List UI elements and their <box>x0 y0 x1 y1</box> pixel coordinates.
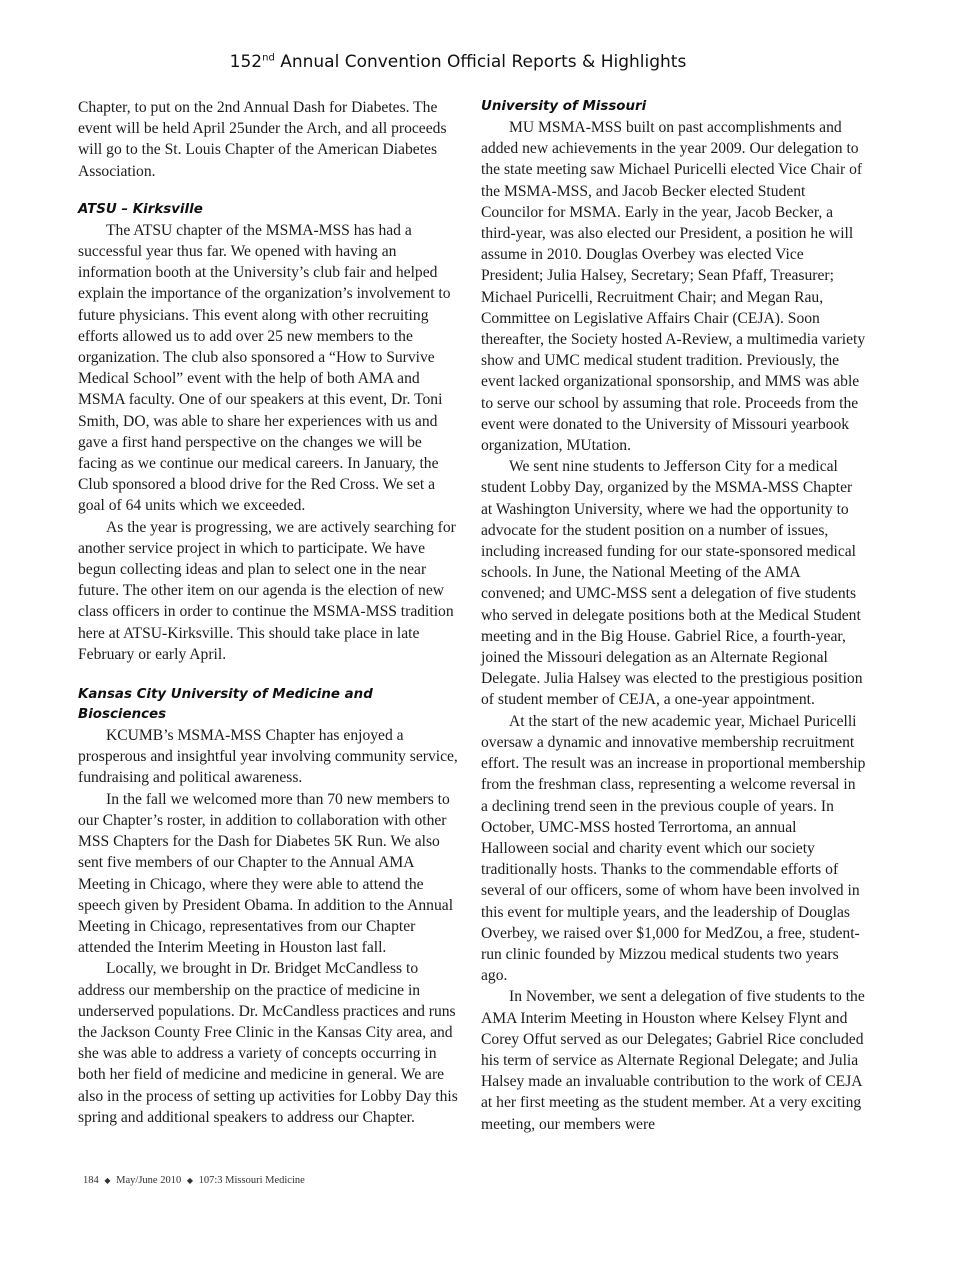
mizzou-paragraph-4: In November, we sent a delegation of five students to the AMA Interim Meeting in Houston where Kelsey Flynt and Corey Offut served as our Delegates; Gabriel Rice concluded his term of service as Alternate Regional Delegate; and Julia Halsey made an invaluable contribution to the work of CEJA at her first meeting as the student member. At a very exciting meeting, our members were <box>481 988 865 1133</box>
section-heading-atsu: ATSU – Kirksville <box>78 201 203 217</box>
continuation-paragraph: Chapter, to put on the 2nd Annual Dash for Diabetes. The event will be held April 25under the Arch, and all proceeds will go to the St. Louis Chapter of the American Diabetes Association. <box>78 99 447 180</box>
kcumb-paragraph-3: Locally, we brought in Dr. Bridget McCandless to address our membership on the practice of medicine in underserved populations. Dr. McCandless practices and runs the Jackson County Free Clinic in the Kansas City area, and she was able to address a variety of concepts occurring in both her field of medicine and medicine in general. We are also in the process of setting up activities for Lobby Day this spring and additional speakers to address our Chapter. <box>78 960 458 1126</box>
diamond-separator-icon: ◆ <box>104 1176 111 1185</box>
header-title: Annual Convention Official Reports & Highlights <box>280 52 687 72</box>
issue-date: May/June 2010 <box>116 1175 182 1186</box>
page-footer <box>83 1175 305 1186</box>
page-number: 184 <box>83 1175 99 1186</box>
kcumb-paragraph-1: KCUMB’s MSMA-MSS Chapter has enjoyed a prosperous and insightful year involving community service, fundraising and political awareness. <box>78 727 458 787</box>
atsu-paragraph-2: As the year is progressing, we are actively searching for another service project in which to participate. We have begun collecting ideas and plan to select one in the near future. The other item on our agenda is the election of new class officers in order to continue the MSMA-MSS tradition here at ATSU-Kirksville. This should take place in late February or early April. <box>78 518 456 663</box>
header-number: 152 <box>229 52 263 72</box>
running-header <box>0 52 916 72</box>
journal-volume: 107:3 Missouri Medicine <box>198 1175 305 1186</box>
section-heading-mizzou: University of Missouri <box>481 99 647 114</box>
atsu-paragraph-1: The ATSU chapter of the MSMA-MSS has had a successful year thus far. We opened with having an information booth at the University’s club fair and helped explain the importance of the organization’s involvement to future physicians. This event along with other recruiting efforts allowed us to add over 25 new members to the organization. The club also sponsored a “How to Survive Medical School” event with the help of both AMA and MSMA faculty. One of our speakers at this event, Dr. Toni Smith, DO, was able to share her experiences with us and gave a first hand perspective on the changes we will be facing as we continue our medical careers. In January, the Club sponsored a blood drive for the Red Cross. We set a goal of 64 units which we exceeded. <box>78 221 451 515</box>
diamond-separator-icon: ◆ <box>186 1176 193 1185</box>
section-heading-kcumb: Kansas City University of Medicine and Biosciences <box>78 687 373 723</box>
header-ordinal: nd <box>262 52 275 64</box>
mizzou-paragraph-1: MU MSMA-MSS built on past accomplishments and added new achievements in the year 2009. Our delegation to the state meeting saw Michael Puricelli elected Vice Chair of the MSMA-MSS, and Jacob Becker elected Student Councilor for MSMA. Early in the year, Jacob Becker, a third-year, was also elected our President, a position he will assume in 2010. Douglas Overbey was elected Vice President; Julia Halsey, Secretary; Sean Pfaff, Treasurer; Michael Puricelli, Recruitment Chair; and Megan Rau, Committee on Legislative Affairs Chair (CEJA). Soon thereafter, the Society hosted A-Review, a multimedia variety show and UMC medical student tradition. Previously, the event lacked organizational sponsorship, and MMS was able to serve our school by assuming that role. Proceeds from the event were donated to the University of Missouri yearbook organization, MUtation. <box>481 119 866 455</box>
mizzou-paragraph-2: We sent nine students to Jefferson City for a medical student Lobby Day, organized by the MSMA-MSS Chapter at Washington University, where we had the opportunity to advocate for the student position on a number of issues, including increased funding for our state-sponsored medical schools. In June, the National Meeting of the AMA convened; and UMC-MSS sent a delegation of five students who served in delegate positions both at the Medical Student meeting and in the Big House. Gabriel Rice, a fourth-year, joined the Missouri delegation as an Alternate Regional Delegate. Julia Halsey was elected to the prestigious position of student member of CEJA, a one-year appointment. <box>481 458 863 709</box>
left-column <box>78 97 460 1128</box>
right-column <box>481 97 866 1135</box>
mizzou-paragraph-3: At the start of the new academic year, Michael Puricelli oversaw a dynamic and innovative membership recruitment effort. The result was an increase in proportional membership from the freshman class, representing a welcome reversal in a declining trend seen in the previous couple of years. In October, UMC-MSS hosted Terrortoma, an annual Halloween social and charity event which our society traditionally hosts. Thanks to the commendable efforts of several of our officers, some of whom have been involved in this event for multiple years, and the leadership of Douglas Overbey, we raised over $1,000 for MedZou, a free, student-run clinic founded by Mizzou medical students two years ago. <box>481 712 866 985</box>
kcumb-paragraph-2: In the fall we welcomed more than 70 new members to our Chapter’s roster, in addition to collaboration with other MSS Chapters for the Dash for Diabetes 5K Run. We also sent five members of our Chapter to the Annual AMA Meeting in Chicago, where they were able to attend the speech given by President Obama. In addition to the Annual Meeting in Chicago, representatives from our Chapter attended the Interim Meeting in Houston last fall. <box>78 790 454 957</box>
